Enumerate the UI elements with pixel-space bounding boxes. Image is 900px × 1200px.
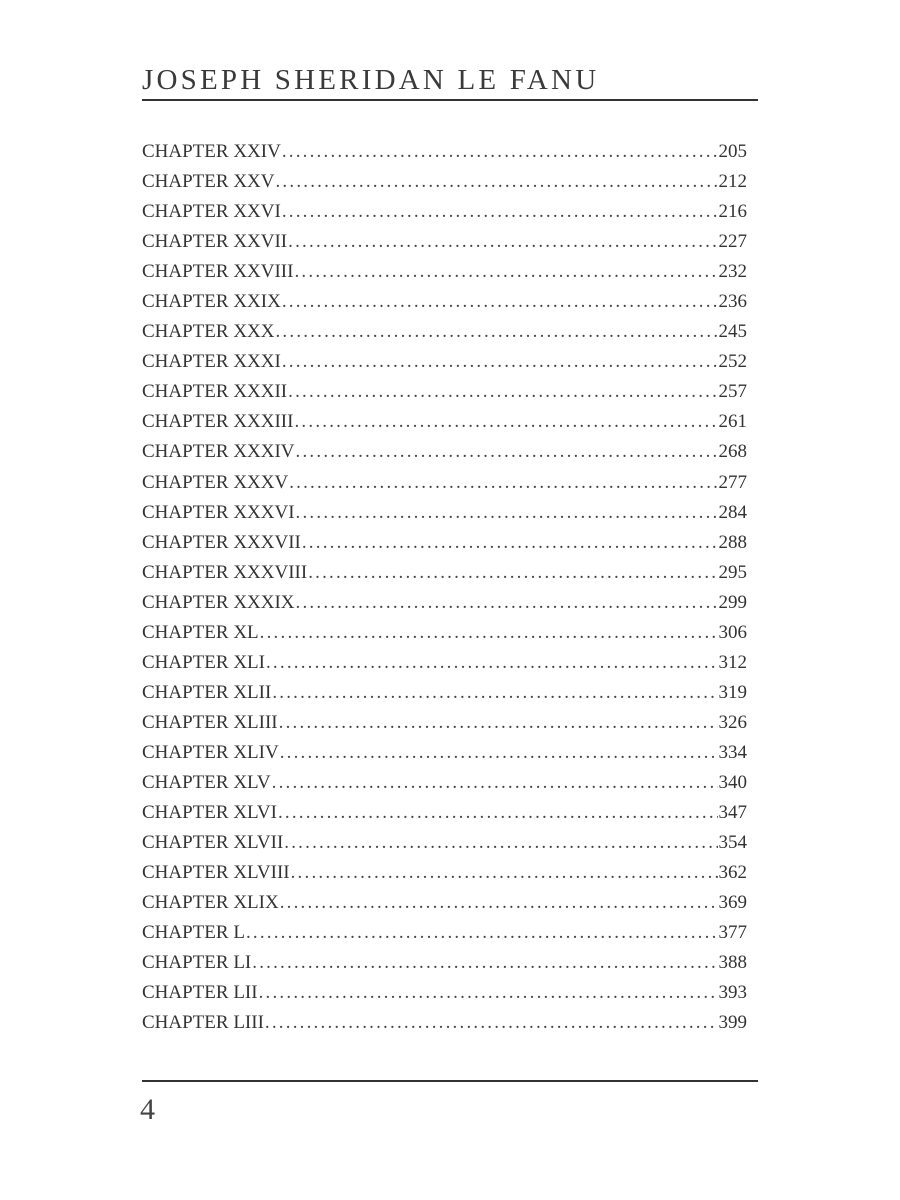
toc-entry xyxy=(142,828,747,858)
footer-rule xyxy=(142,1080,758,1082)
chapter-page-number: 288 xyxy=(718,531,747,553)
dot-leader xyxy=(294,407,717,437)
toc-entry xyxy=(142,738,747,768)
chapter-page-number: 232 xyxy=(718,261,747,283)
toc-entry xyxy=(142,618,747,648)
chapter-title: CHAPTER XXVII xyxy=(142,231,288,253)
chapter-page-number: 245 xyxy=(718,321,747,343)
toc-entry xyxy=(142,588,747,618)
dot-leader xyxy=(282,197,718,227)
chapter-title: CHAPTER XXVI xyxy=(142,201,281,223)
chapter-title: CHAPTER LI xyxy=(142,952,252,974)
chapter-title: CHAPTER XLIV xyxy=(142,741,279,763)
dot-leader xyxy=(308,558,717,588)
dot-leader xyxy=(275,317,717,347)
toc-entry xyxy=(142,407,747,437)
chapter-title: CHAPTER XLII xyxy=(142,681,272,703)
chapter-title: CHAPTER XLVIII xyxy=(142,862,290,884)
chapter-title: CHAPTER XXX xyxy=(142,321,275,343)
chapter-title: CHAPTER XLIII xyxy=(142,711,278,733)
chapter-title: CHAPTER XLVI xyxy=(142,802,277,824)
chapter-page-number: 312 xyxy=(718,651,747,673)
dot-leader xyxy=(284,828,717,858)
chapter-page-number: 388 xyxy=(718,952,747,974)
chapter-page-number: 334 xyxy=(718,741,747,763)
toc-entry xyxy=(142,347,747,377)
toc-entry xyxy=(142,227,747,257)
table-of-contents xyxy=(142,137,747,1038)
running-header xyxy=(142,62,758,98)
dot-leader xyxy=(294,257,717,287)
dot-leader xyxy=(272,768,718,798)
chapter-page-number: 306 xyxy=(718,621,747,643)
toc-entry xyxy=(142,798,747,828)
chapter-title: CHAPTER XXXVI xyxy=(142,501,295,523)
chapter-title: CHAPTER XXXI xyxy=(142,351,281,373)
chapter-title: CHAPTER XLI xyxy=(142,651,265,673)
toc-entry xyxy=(142,858,747,888)
chapter-page-number: 205 xyxy=(718,141,747,162)
chapter-page-number: 399 xyxy=(718,1012,747,1034)
toc-entry xyxy=(142,287,747,317)
toc-entry xyxy=(142,558,747,588)
dot-leader xyxy=(275,167,717,197)
toc-entry xyxy=(142,317,747,347)
dot-leader xyxy=(296,437,718,467)
header-rule xyxy=(142,99,758,101)
chapter-title: CHAPTER XXXIV xyxy=(142,441,295,463)
chapter-title: CHAPTER XXXIX xyxy=(142,591,295,613)
toc-entry xyxy=(142,498,747,528)
toc-entry xyxy=(142,167,747,197)
chapter-title: CHAPTER XXV xyxy=(142,171,275,193)
dot-leader xyxy=(260,618,718,648)
chapter-title: CHAPTER XLVII xyxy=(142,832,284,854)
chapter-page-number: 227 xyxy=(718,231,747,253)
chapter-title: CHAPTER XXXIII xyxy=(142,411,294,433)
chapter-title: CHAPTER XXIV xyxy=(142,141,281,162)
chapter-title: CHAPTER XL xyxy=(142,621,259,643)
chapter-title: CHAPTER XXVIII xyxy=(142,261,294,283)
chapter-page-number: 295 xyxy=(718,561,747,583)
toc-entry xyxy=(142,918,747,948)
dot-leader xyxy=(291,858,718,888)
toc-entry xyxy=(142,437,747,467)
chapter-page-number: 284 xyxy=(718,501,747,523)
dot-leader xyxy=(288,227,717,257)
chapter-page-number: 377 xyxy=(718,922,747,944)
toc-entry xyxy=(142,528,747,558)
dot-leader xyxy=(265,1008,718,1038)
dot-leader xyxy=(279,708,718,738)
toc-entry xyxy=(142,1008,747,1038)
toc-entry xyxy=(142,257,747,287)
chapter-page-number: 299 xyxy=(718,591,747,613)
dot-leader xyxy=(272,678,717,708)
page-number: 4 xyxy=(140,1093,155,1126)
chapter-page-number: 212 xyxy=(718,171,747,193)
toc-entry xyxy=(142,197,747,227)
dot-leader xyxy=(289,468,717,498)
dot-leader xyxy=(278,798,718,828)
toc-entry xyxy=(142,137,747,167)
chapter-page-number: 369 xyxy=(718,892,747,914)
chapter-page-number: 347 xyxy=(718,802,747,824)
chapter-page-number: 261 xyxy=(718,411,747,433)
toc-entry xyxy=(142,377,747,407)
chapter-page-number: 236 xyxy=(718,291,747,313)
chapter-title: CHAPTER XXIX xyxy=(142,291,281,313)
chapter-title: CHAPTER L xyxy=(142,922,245,944)
dot-leader xyxy=(296,498,718,528)
chapter-title: CHAPTER XLIX xyxy=(142,892,279,914)
chapter-page-number: 319 xyxy=(718,681,747,703)
dot-leader xyxy=(296,588,718,618)
chapter-title: CHAPTER LIII xyxy=(142,1012,264,1034)
toc-entry xyxy=(142,768,747,798)
dot-leader xyxy=(259,978,718,1008)
chapter-page-number: 326 xyxy=(718,711,747,733)
dot-leader xyxy=(280,888,718,918)
toc-entry xyxy=(142,708,747,738)
chapter-title: CHAPTER XLV xyxy=(142,771,271,793)
dot-leader xyxy=(282,287,718,317)
chapter-title: CHAPTER XXXVIII xyxy=(142,561,308,583)
chapter-title: CHAPTER XXXVII xyxy=(142,531,301,553)
toc-entry xyxy=(142,948,747,978)
dot-leader xyxy=(266,648,718,678)
chapter-title: CHAPTER XXXII xyxy=(142,381,288,403)
toc-entry xyxy=(142,468,747,498)
dot-leader xyxy=(302,528,718,558)
dot-leader xyxy=(252,948,717,978)
toc-entry xyxy=(142,888,747,918)
chapter-page-number: 252 xyxy=(718,351,747,373)
dot-leader xyxy=(282,137,718,167)
dot-leader xyxy=(246,918,718,948)
dot-leader xyxy=(280,738,718,768)
author-name-header: JOSEPH SHERIDAN LE FANU xyxy=(142,64,600,96)
chapter-page-number: 362 xyxy=(718,862,747,884)
toc-entry xyxy=(142,648,747,678)
dot-leader xyxy=(282,347,718,377)
chapter-page-number: 393 xyxy=(718,982,747,1004)
toc-entry xyxy=(142,978,747,1008)
chapter-title: CHAPTER LII xyxy=(142,982,258,1004)
chapter-page-number: 354 xyxy=(718,832,747,854)
chapter-page-number: 268 xyxy=(718,441,747,463)
toc-entry xyxy=(142,678,747,708)
dot-leader xyxy=(288,377,717,407)
chapter-title: CHAPTER XXXV xyxy=(142,471,289,493)
chapter-page-number: 216 xyxy=(718,201,747,223)
chapter-page-number: 277 xyxy=(718,471,747,493)
chapter-page-number: 257 xyxy=(718,381,747,403)
chapter-page-number: 340 xyxy=(718,771,747,793)
